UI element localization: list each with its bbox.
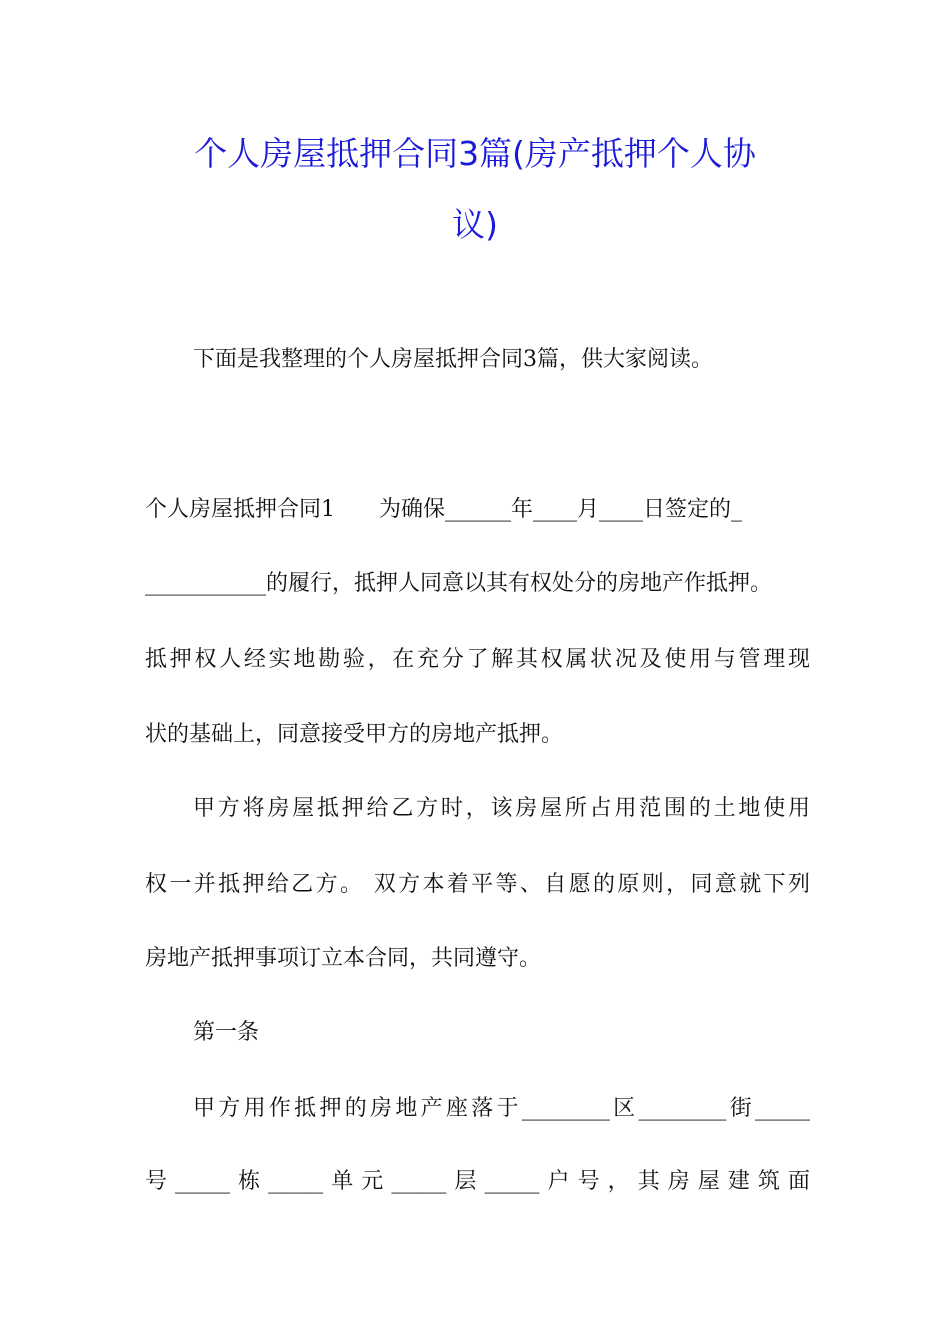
body-line: 状的基础上，同意接受甲方的房地产抵押。 [145,722,564,747]
body-line: 权一并抵押给乙方。 双方本着平等、自愿的原则，同意就下列 [145,872,810,897]
article-heading: 第一条 [193,1020,260,1045]
body-line: 抵押权人经实地勘验，在充分了解其权属状况及使用与管理现 [145,647,810,672]
intro-paragraph: 下面是我整理的个人房屋抵押合同3篇，供大家阅读。 [193,347,713,372]
body-line: ___________的履行，抵押人同意以其有权处分的房地产作抵押。 [145,571,773,596]
body-line: 个人房屋抵押合同1 为确保______年____月____日签定的_ [145,497,742,522]
body-line: 甲方将房屋抵押给乙方时，该房屋所占用范围的土地使用 [193,796,810,821]
document-title-line-2: 议) [452,205,498,244]
document-title-line-1: 个人房屋抵押合同3篇(房产抵押个人协 [194,134,756,173]
body-line: 甲方用作抵押的房地产座落于________区________街_____ [193,1096,810,1121]
body-line: 号_____栋_____单元_____层_____户号，其房屋建筑面 [145,1169,810,1194]
body-line: 房地产抵押事项订立本合同，共同遵守。 [145,946,542,971]
